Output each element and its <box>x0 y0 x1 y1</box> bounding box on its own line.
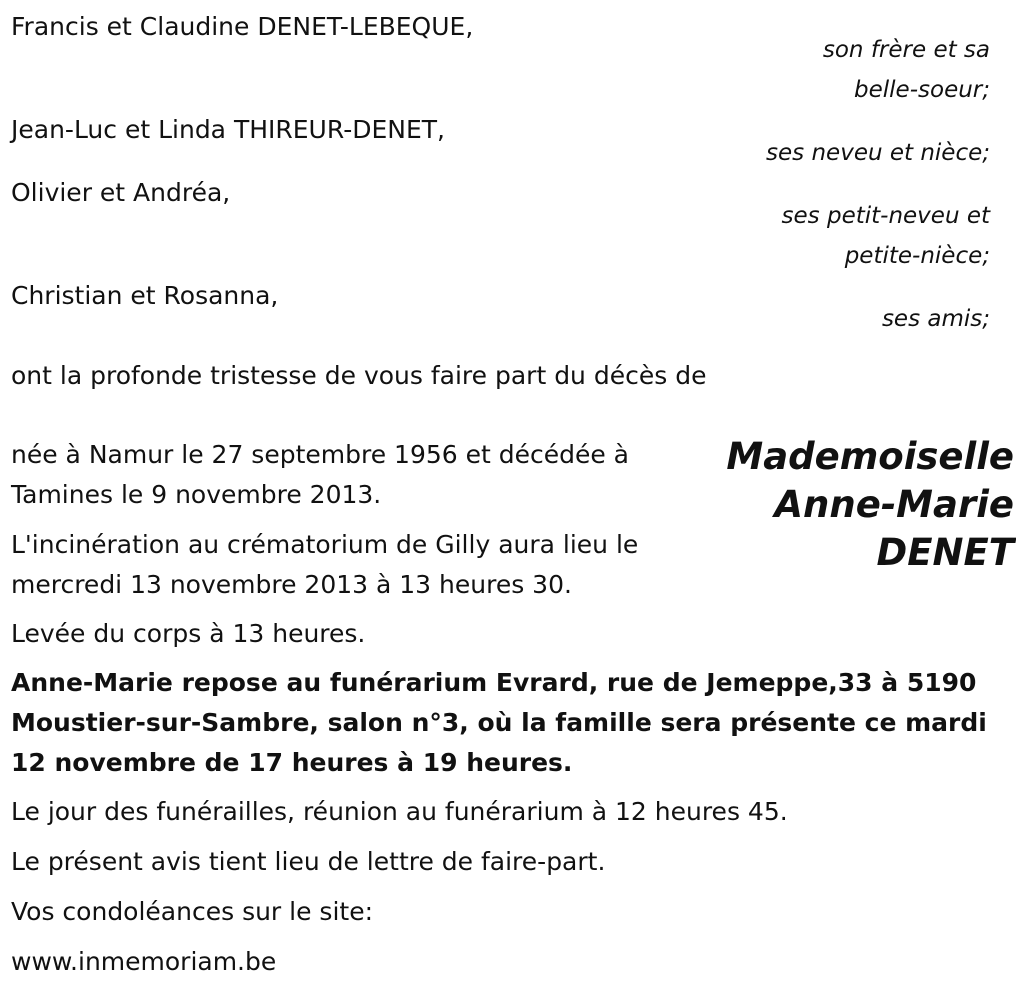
announcement-text: ont la profonde tristesse de vous faire part du décès de <box>11 361 707 390</box>
family-names-2: Jean-Luc et Linda THIREUR-DENET, <box>11 115 445 144</box>
repose-line-2: Moustier-sur-Sambre, salon n°3, où la famille sera présente ce mardi <box>11 708 987 737</box>
family-relation-1b: belle-soeur; <box>854 77 990 103</box>
family-names-4: Christian et Rosanna, <box>11 281 279 310</box>
deceased-last-name: DENET <box>876 531 1014 574</box>
family-relation-2a: ses neveu et nièce; <box>766 140 990 166</box>
deceased-name <box>714 433 1014 577</box>
family-relation-1a: son frère et sa <box>822 37 990 63</box>
deceased-first-name: Anne-Marie <box>774 483 1014 526</box>
deceased-title: Mademoiselle <box>726 435 1014 478</box>
family-relation-4a: ses amis; <box>881 306 990 332</box>
repose-line-3: 12 novembre de 17 heures à 19 heures. <box>11 748 573 777</box>
family-names-3: Olivier et Andréa, <box>11 178 231 207</box>
family-relation-3b: petite-nièce; <box>844 243 990 269</box>
meeting-text: Le jour des funérailles, réunion au funérarium à 12 heures 45. <box>11 797 788 826</box>
birth-death-line-2: Tamines le 9 novembre 2013. <box>11 480 382 509</box>
family-names-1: Francis et Claudine DENET-LEBEQUE, <box>11 12 474 41</box>
cremation-line-1: L'incinération au crématorium de Gilly aura lieu le <box>11 530 639 559</box>
cremation-line-2: mercredi 13 novembre 2013 à 13 heures 30. <box>11 570 572 599</box>
condolences-label: Vos condoléances sur le site: <box>11 897 374 926</box>
birth-death-line-1: née à Namur le 27 septembre 1956 et décédée à <box>11 440 630 469</box>
website-link[interactable]: www.inmemoriam.be <box>11 947 277 976</box>
family-relation-3a: ses petit-neveu et <box>781 203 990 229</box>
repose-line-1: Anne-Marie repose au funérarium Evrard, rue de Jemeppe,33 à 5190 <box>11 668 977 697</box>
notice-text: Le présent avis tient lieu de lettre de faire-part. <box>11 847 606 876</box>
levee-text: Levée du corps à 13 heures. <box>11 619 366 648</box>
